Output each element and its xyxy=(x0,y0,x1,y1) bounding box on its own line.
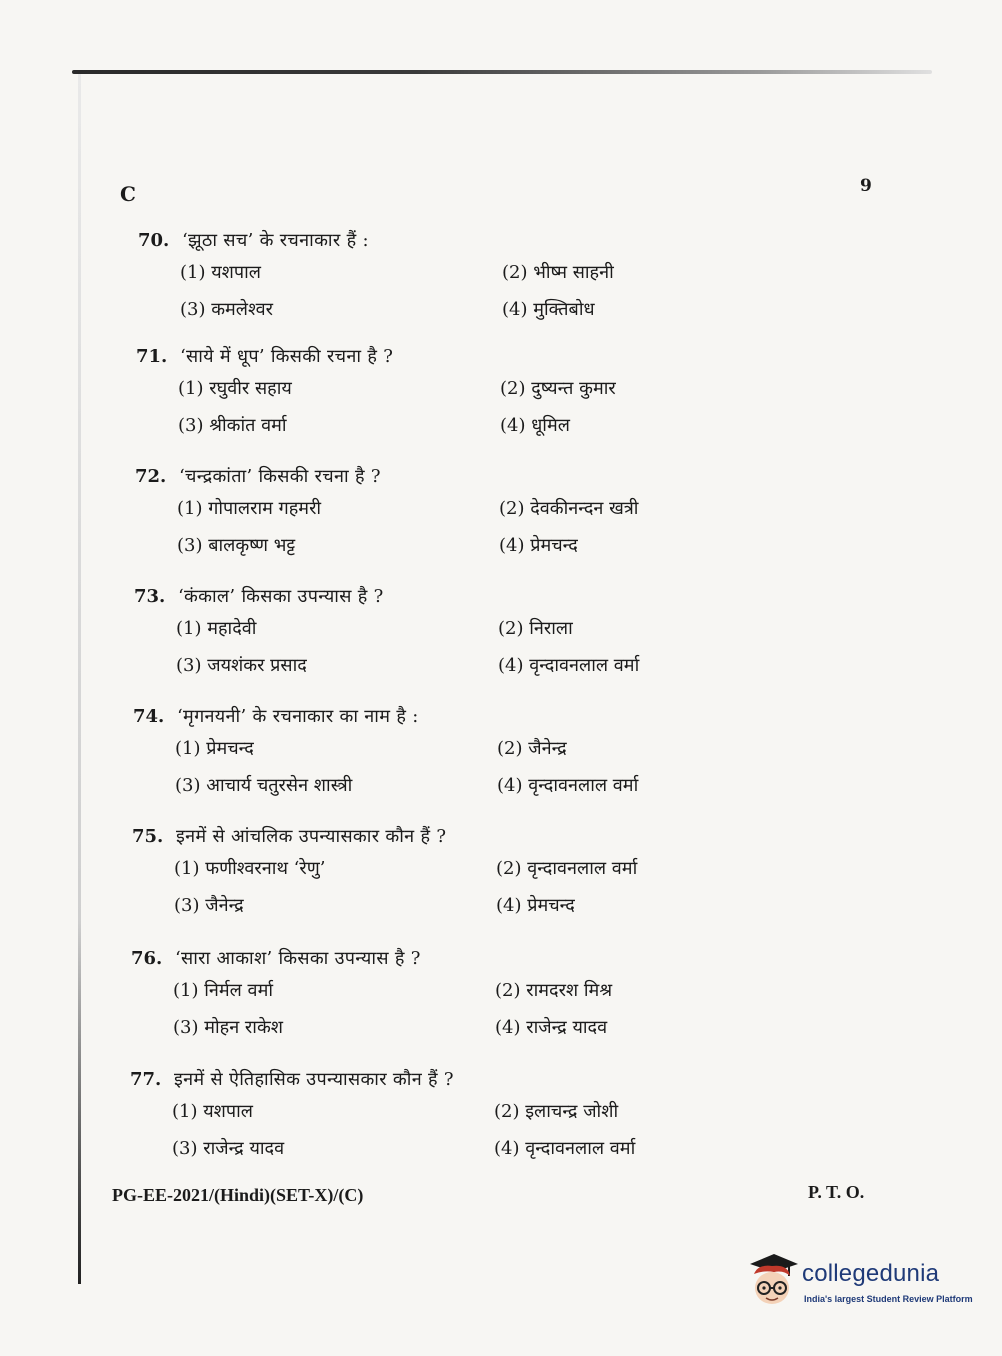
mascot-icon xyxy=(744,1250,800,1312)
question-text: इनमें से ऐतिहासिक उपन्यासकार कौन हैं ? xyxy=(174,1069,454,1090)
question-text: इनमें से आंचलिक उपन्यासकार कौन हैं ? xyxy=(176,826,447,847)
option-2: (2) भीष्म साहनी xyxy=(502,262,614,283)
brand-name: collegedunia xyxy=(802,1260,940,1287)
option-2: (2) निराला xyxy=(498,618,573,639)
question-number: 76. xyxy=(131,948,163,969)
option-4: (4) धूमिल xyxy=(500,415,570,436)
question-75 xyxy=(132,824,892,936)
question-text: ‘झूठा सच’ के रचनाकार हैं : xyxy=(182,230,369,251)
question-text: ‘मृगनयनी’ के रचनाकार का नाम है : xyxy=(177,706,419,727)
option-1: (1) रघुवीर सहाय xyxy=(178,378,292,399)
option-1: (1) निर्मल वर्मा xyxy=(173,980,273,1001)
option-4: (4) प्रेमचन्द xyxy=(496,895,575,916)
option-1: (1) प्रेमचन्द xyxy=(175,738,254,759)
option-4: (4) वृन्दावनलाल वर्मा xyxy=(494,1138,636,1159)
option-2: (2) जैनेन्द्र xyxy=(497,738,567,759)
please-turn-over: P. T. O. xyxy=(808,1182,865,1202)
option-3: (3) राजेन्द्र यादव xyxy=(172,1138,285,1159)
question-77 xyxy=(130,1067,890,1179)
option-3: (3) श्रीकांत वर्मा xyxy=(178,415,287,436)
question-74 xyxy=(133,704,893,816)
option-4: (4) राजेन्द्र यादव xyxy=(495,1017,608,1038)
question-number: 73. xyxy=(134,586,166,607)
option-3: (3) आचार्य चतुरसेन शास्त्री xyxy=(175,775,353,796)
question-72 xyxy=(135,464,895,576)
question-number: 70. xyxy=(138,230,170,251)
brand-tagline: India's largest Student Review Platform xyxy=(804,1294,973,1304)
question-73 xyxy=(134,584,894,696)
question-text: ‘चन्द्रकांता’ किसकी रचना है ? xyxy=(179,466,381,487)
question-70 xyxy=(138,228,898,340)
option-4: (4) वृन्दावनलाल वर्मा xyxy=(498,655,640,676)
option-1: (1) महादेवी xyxy=(176,618,257,639)
option-4: (4) प्रेमचन्द xyxy=(499,535,578,556)
top-rule xyxy=(72,70,932,74)
option-2: (2) इलाचन्द्र जोशी xyxy=(494,1101,619,1122)
question-text: ‘कंकाल’ किसका उपन्यास है ? xyxy=(178,586,384,607)
option-1: (1) यशपाल xyxy=(180,262,261,283)
option-2: (2) देवकीनन्दन खत्री xyxy=(499,498,639,519)
collegedunia-watermark xyxy=(744,1250,984,1320)
option-1: (1) यशपाल xyxy=(172,1101,253,1122)
question-number: 75. xyxy=(132,826,164,847)
question-number: 72. xyxy=(135,466,167,487)
option-3: (3) जैनेन्द्र xyxy=(174,895,244,916)
option-3: (3) कमलेश्वर xyxy=(180,299,274,320)
question-number: 74. xyxy=(133,706,165,727)
option-1: (1) फणीश्वरनाथ ‘रेणु’ xyxy=(174,858,326,879)
option-2: (2) रामदरश मिश्र xyxy=(495,980,613,1001)
option-2: (2) वृन्दावनलाल वर्मा xyxy=(496,858,638,879)
question-71 xyxy=(136,344,896,456)
option-1: (1) गोपालराम गहमरी xyxy=(177,498,322,519)
page-edge-shadow xyxy=(78,74,81,1284)
set-letter: C xyxy=(120,182,136,206)
question-number: 71. xyxy=(136,346,168,367)
option-3: (3) बालकृष्ण भट्ट xyxy=(177,535,296,556)
question-text: ‘साये में धूप’ किसकी रचना है ? xyxy=(180,346,394,367)
paper-code: PG-EE-2021/(Hindi)(SET-X)/(C) xyxy=(112,1185,364,1205)
question-76 xyxy=(131,946,891,1058)
option-4: (4) वृन्दावनलाल वर्मा xyxy=(497,775,639,796)
option-4: (4) मुक्तिबोध xyxy=(502,299,595,320)
question-number: 77. xyxy=(130,1069,162,1090)
option-3: (3) जयशंकर प्रसाद xyxy=(176,655,307,676)
option-3: (3) मोहन राकेश xyxy=(173,1017,284,1038)
option-2: (2) दुष्यन्त कुमार xyxy=(500,378,616,399)
page-number: 9 xyxy=(860,176,872,196)
question-text: ‘सारा आकाश’ किसका उपन्यास है ? xyxy=(175,948,421,969)
